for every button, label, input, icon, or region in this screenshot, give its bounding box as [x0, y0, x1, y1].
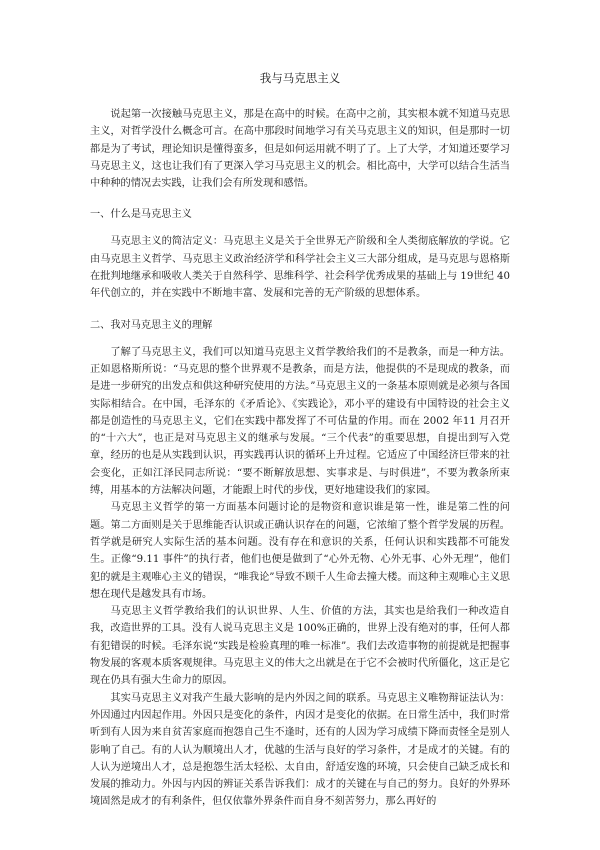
section-2-paragraph: 马克思主义哲学的第一方面基本问题讨论的是物资和意识谁是第一性，谁是第二性的问题。第二方面则是关于思维能否认识或正确认识存在的问题，它浓缩了整个哲学发展的历程。哲学就是研究人实际生活的基本问题。没有存在和意识的关系，任何认识和实践都不可能发生。正像“9.11 事件”的执行者，他们也便是做到了“心外无物、心外无事、心外无理”，他们犯的就是主观唯心主义的错误，“唯我论”导致不顾千人生命去撞大楼。而这种主观唯心主义思想在现代是越发具有市场。 [90, 502, 510, 600]
section-2-paragraph: 马克思主义哲学教给我们的认识世界、人生、价值的方法，其实也是给我们一种改造自我，改造世界的工具。没有人说马克思主义是 100%正确的，世界上没有绝对的事，任何人都有犯错误的时候。毛泽东说“实践是检验真理的唯一标准”。我们去改造事物的前提就是把握事物发展的客观本质客观规律。马克思主义的伟大之出就是在于它不会被时代所僵化，这正是它现在仍具有强大生命力的原因。 [90, 606, 510, 687]
document-title: 我与马克思主义 [259, 71, 341, 85]
section-2-paragraph: 其实马克思主义对我产生最大影响的是内外因之间的联系。马克思主义唯物辩证法认为：外因通过内因起作用。外因只是变化的条件，内因才是变化的依据。在日常生活中，我们时常听到有人因为来自贫苦家庭而抱怨自己生不逢时，还有的人因为学习成绩下降而责怪全是别人影响了自己。有的人认为顺境出人才，优越的生活与良好的学习条件，才是成才的关键。有的人认为逆境出人才，总是抱怨生活太轻松、太自由，舒适安逸的环境，只会使自己缺乏成长和发展的推动力。外因与内因的辨证关系告诉我们：成才的关键在与自己的努力。良好的外界环境固然是成才的有利条件，但仅依靠外界条件而自身不刻苦努力，那么再好的 [90, 692, 510, 808]
section-2-paragraph: 了解了马克思主义，我们可以知道马克思主义哲学教给我们的不是教条，而是一种方法。正如恩格斯所说：“马克思的整个世界观不是教条，而是方法，他提供的不是现成的教条，而是进一步研究的出发点和供这种研究使用的方法。”马克思主义的一条基本原则就是必须与各国实际相结合。在中国，毛泽东的《矛盾论》、《实践论》，邓小平的建设有中国特设的社会主义都是创造性的马克思主义，它们在实践中都发挥了不可估量的作用。而在 2002 年11 月召开的“十六大”，也正是对马克思主义的继承与发展。“三个代表”的重要思想，自提出到写入党章，经历的也是从实践到认识，再实践再认识的循环上升过程。它适应了中国经济巨带来的社会变化，正如江泽民同志所说：“要不断解放思想、实事求是、与时俱进”，不要为教条所束缚，用基本的方法解决问题，才能跟上时代的步伐，更好地建设我们的家园。 [90, 346, 510, 497]
intro-paragraph: 说起第一次接触马克思主义，那是在高中的时候。在高中之前，其实根本就不知道马克思主义，对哲学没什么概念可言。在高中那段时间地学习有关马克思主义的知识，但是那时一切都是为了考试，理论知识是懂得蛮多，但是如何运用就不明了了。上了大学，才知道还要学习马克思主义，这也让我们有了更深入学习马克思主义的机会。相比高中，大学可以结合生活当中种种的情况去实践，让我们会有所发现和感悟。 [90, 109, 510, 190]
document-page [90, 70, 510, 811]
section-2-heading: 二、我对马克思主义的理解 [90, 319, 213, 331]
section-1-heading: 一、什么是马克思主义 [90, 209, 192, 221]
section-1-body: 马克思主义的简洁定义：马克思主义是关于全世界无产阶级和全人类彻底解放的学说。它由马克思主义哲学、马克思主义政治经济学和科学社会主义三大部分组成，是马克思与恩格斯在批判地继承和吸收人类关于自然科学、思维科学、社会科学优秀成果的基础上与 19世纪 40 年代创立的，并在实践中不断地丰富、发展和完善的无产阶级的思想体系。 [90, 236, 510, 300]
